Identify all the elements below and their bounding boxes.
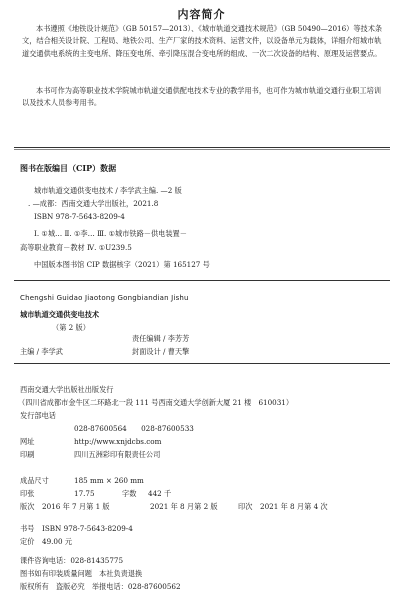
book-title: 城市轨道交通供变电技术: [20, 310, 100, 319]
edition-label: 版次: [20, 502, 35, 511]
price-value: 49.00 元: [42, 537, 73, 546]
publisher-name: 西南交通大学出版社出版发行: [20, 385, 114, 394]
book-pinyin: Chengshi Guidao Jiaotong Gongbiandian Jishu: [20, 294, 189, 302]
cover-designer: 封面设计 / 曹天擎: [132, 347, 190, 356]
summary-paragraph-1: 本书遵照《地铁设计规范》（GB 50157—2013）、《城市轨道交通技术规范》（GB 50490—2016）等技术条文，结合相关设计院、工程局、地铁公司、生产厂家的技术资料、运营文件，以设备单元为载体，详细介绍城市轨道交通供电系统的主变电所、降压变电所、牵引降压混合变电所的组成、一次二次设备的结构、原理及运营要点。: [22, 24, 383, 58]
words-label: 字数: [122, 489, 137, 498]
book-edition: （第 2 版）: [52, 323, 90, 332]
sheets-label: 印张: [20, 489, 35, 498]
words-value: 442 千: [148, 489, 172, 498]
publisher-phone-label: 发行部电话: [20, 411, 56, 420]
sheets-value: 17.75: [74, 489, 95, 498]
cip-line-5: 高等职业教育－教材 Ⅳ. ①U239.5: [20, 243, 132, 252]
cip-title: 图书在版编目（CIP）数据: [20, 163, 117, 173]
divider-top-thin: [14, 149, 390, 150]
isbn-label: 书号: [20, 524, 35, 533]
quality-notice: 图书如有印装质量问题 本社负责退换: [20, 569, 143, 578]
copyright-notice: 版权所有 盗版必究 举报电话：028-87600562: [20, 582, 181, 591]
publisher-phone: 028-87600564 028-87600533: [74, 424, 194, 433]
price-label: 定价: [20, 537, 35, 546]
size-label: 成品尺寸: [20, 476, 49, 485]
printer-name: 四川五洲彩印有限责任公司: [74, 450, 161, 459]
publisher-web-label: 网址: [20, 437, 35, 446]
isbn-value: ISBN 978-7-5643-8209-4: [42, 524, 133, 533]
publisher-web: http://www.xnjdcbs.com: [74, 437, 162, 446]
cip-number: 中国版本图书馆 CIP 数据核字（2021）第 165127 号: [34, 260, 210, 269]
printing-value: 2021 年 8 月第 4 次: [260, 502, 328, 511]
cip-line-2: . —成都：西南交通大学出版社，2021.8: [28, 199, 159, 208]
size-value: 185 mm × 260 mm: [74, 476, 144, 485]
responsible-editor: 责任编辑 / 李芳芳: [132, 334, 190, 343]
cip-isbn: ISBN 978-7-5643-8209-4: [34, 212, 125, 221]
publisher-address: （四川省成都市金牛区二环路北一段 111 号西南交通大学创新大厦 21 楼 610031）: [18, 398, 294, 407]
divider-publisher: [14, 363, 390, 364]
cip-line-4: Ⅰ. ①城… Ⅱ. ①李… Ⅲ. ①城市铁路－供电装置－: [34, 229, 187, 238]
printing-label: 印次: [238, 502, 253, 511]
edition-second: 2021 年 8 月第 2 版: [150, 502, 218, 511]
cip-line-1: 城市轨道交通供变电技术 / 李学武主编. —2 版: [34, 186, 182, 195]
book-editor: 主编 / 李学武: [20, 347, 63, 356]
summary-paragraph-2: 本书可作为高等职业技术学院城市轨道交通供配电技术专业的教学用书，也可作为城市轨道交通行业职工培训以及技术人员参考用书。: [22, 86, 382, 108]
printer-label: 印刷: [20, 450, 35, 459]
divider-middle: [14, 280, 390, 281]
summary-title: 内容简介: [177, 8, 226, 21]
edition-first: 2016 年 7 月第 1 版: [42, 502, 110, 511]
divider-top: [14, 147, 390, 148]
courseware-phone: 课件咨询电话：028-81435775: [20, 556, 124, 565]
